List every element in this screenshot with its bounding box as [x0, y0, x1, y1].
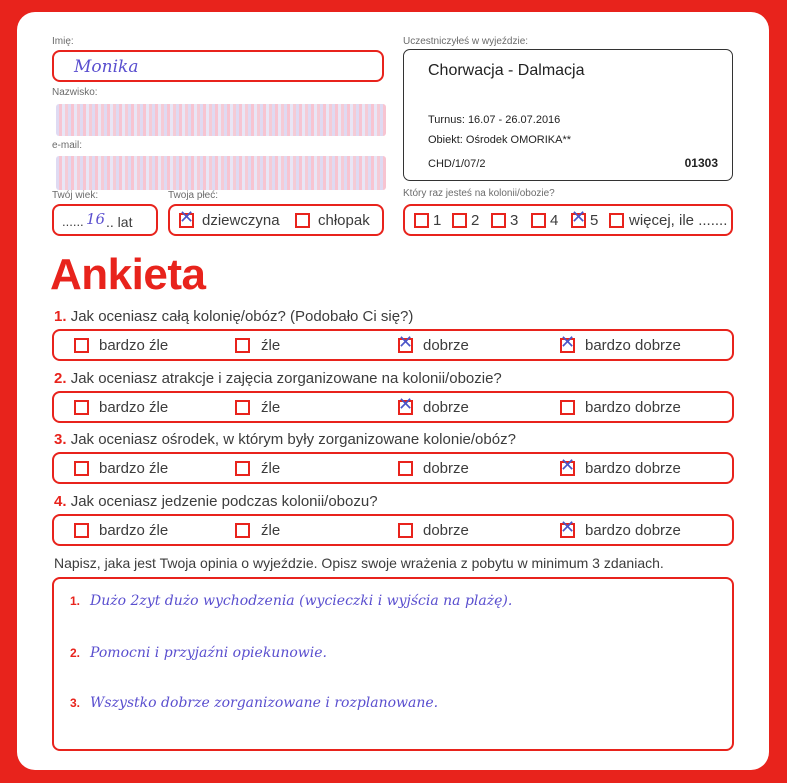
visits-checkbox-5[interactable]: [571, 207, 587, 228]
visits-option-5: 5: [590, 212, 599, 229]
gender-checkbox-female[interactable]: [179, 207, 195, 228]
visits-option-more: więcej, ile .......: [629, 212, 728, 229]
name-field[interactable]: [52, 50, 384, 82]
checkmark-icon: ✕: [398, 394, 414, 415]
visits-option-4: 4: [550, 212, 559, 229]
checkmark-icon: ✕: [179, 207, 195, 228]
q3-option-very-good: bardzo dobrze: [585, 460, 681, 477]
survey-title: Ankieta: [50, 250, 206, 299]
question-4: 4. Jak oceniasz jedzenie podczas kolonii/obozu?: [54, 493, 378, 510]
age-suffix: .. lat: [106, 214, 133, 230]
visits-checkbox-2[interactable]: [452, 213, 467, 228]
visits-checkbox-4[interactable]: [531, 213, 546, 228]
question-1-options: [52, 329, 734, 361]
question-1: 1. Jak oceniasz całą kolonię/obóz? (Podobało Ci się?): [54, 308, 414, 325]
age-field[interactable]: [52, 204, 158, 236]
redacted-surname: [56, 104, 386, 136]
q4-checkbox-good[interactable]: [398, 523, 413, 538]
visits-field: [403, 204, 733, 236]
trip-turnus: Turnus: 16.07 - 26.07.2016: [428, 114, 561, 126]
q4-checkbox-very-bad[interactable]: [74, 523, 89, 538]
visits-checkbox-more[interactable]: [609, 213, 624, 228]
age-value: 16: [86, 210, 106, 228]
age-prefix: ......: [62, 214, 84, 229]
gender-field: [168, 204, 384, 236]
q4-option-very-bad: bardzo źle: [99, 522, 169, 539]
q3-option-very-bad: bardzo źle: [99, 460, 169, 477]
email-label: e-mail:: [52, 140, 83, 151]
answer-line-2: 2. Pomocni i przyjaźni opiekunowie.: [70, 645, 327, 661]
name-value: Monika: [74, 57, 139, 77]
q1-option-very-bad: bardzo źle: [99, 337, 169, 354]
q3-checkbox-bad[interactable]: [235, 461, 250, 476]
answer-line-3: 3. Wszystko dobrze zorganizowane i rozplanowane.: [70, 695, 439, 711]
q1-option-good: dobrze: [423, 337, 469, 354]
gender-label: Twoja płeć:: [168, 190, 219, 201]
trip-card: [403, 49, 733, 181]
checkmark-icon: ✕: [398, 332, 414, 353]
q1-checkbox-very-good[interactable]: [560, 332, 576, 353]
visits-option-2: 2: [471, 212, 480, 229]
q3-checkbox-good[interactable]: [398, 461, 413, 476]
visits-checkbox-3[interactable]: [491, 213, 506, 228]
q3-option-bad: źle: [261, 460, 281, 477]
trip-label: Uczestniczyłeś w wyjeździe:: [403, 36, 529, 47]
visits-checkbox-1[interactable]: [414, 213, 429, 228]
q4-checkbox-bad[interactable]: [235, 523, 250, 538]
q3-option-good: dobrze: [423, 460, 469, 477]
visits-label: Który raz jesteś na kolonii/obozie?: [403, 188, 555, 199]
q3-checkbox-very-good[interactable]: [560, 455, 576, 476]
answer-line-1: 1. Dużo 2zyt dużo wychodzenia (wycieczki i wyjścia na plażę).: [70, 593, 513, 609]
question-4-options: [52, 514, 734, 546]
q2-option-very-good: bardzo dobrze: [585, 399, 681, 416]
visits-option-3: 3: [510, 212, 519, 229]
question-2-options: [52, 391, 734, 423]
surname-field[interactable]: [52, 100, 392, 140]
question-3: 3. Jak oceniasz ośrodek, w którym były zorganizowane kolonie/obóz?: [54, 431, 516, 448]
question-2: 2. Jak oceniasz atrakcje i zajęcia zorganizowane na kolonii/obozie?: [54, 370, 502, 387]
email-field[interactable]: [52, 152, 392, 192]
q2-checkbox-good[interactable]: [398, 394, 414, 415]
trip-title: Chorwacja - Dalmacja: [428, 62, 585, 79]
q2-checkbox-very-bad[interactable]: [74, 400, 89, 415]
q1-checkbox-good[interactable]: [398, 332, 414, 353]
q4-option-very-good: bardzo dobrze: [585, 522, 681, 539]
visits-option-1: 1: [433, 212, 442, 229]
surname-label: Nazwisko:: [52, 87, 98, 98]
q2-option-very-bad: bardzo źle: [99, 399, 169, 416]
checkmark-icon: ✕: [571, 207, 587, 228]
gender-checkbox-male[interactable]: [295, 213, 310, 228]
q1-option-bad: źle: [261, 337, 281, 354]
q2-checkbox-very-good[interactable]: [560, 400, 575, 415]
q2-option-bad: źle: [261, 399, 281, 416]
q1-checkbox-very-bad[interactable]: [74, 338, 89, 353]
trip-code: CHD/1/07/2: [428, 158, 486, 170]
q2-option-good: dobrze: [423, 399, 469, 416]
trip-object: Obiekt: Ośrodek OMORIKA**: [428, 134, 572, 146]
q2-checkbox-bad[interactable]: [235, 400, 250, 415]
opinion-textarea[interactable]: [52, 577, 734, 751]
gender-option-female: dziewczyna: [202, 212, 280, 229]
redacted-email: [56, 156, 386, 190]
opinion-prompt: Napisz, jaka jest Twoja opinia o wyjeździe. Opisz swoje wrażenia z pobytu w minimum 3 zdaniach.: [54, 555, 664, 571]
checkmark-icon: ✕: [560, 455, 576, 476]
q4-option-bad: źle: [261, 522, 281, 539]
q1-checkbox-bad[interactable]: [235, 338, 250, 353]
form-card: [17, 12, 769, 770]
checkmark-icon: ✕: [560, 517, 576, 538]
checkmark-icon: ✕: [560, 332, 576, 353]
name-label: Imię:: [52, 36, 74, 47]
age-label: Twój wiek:: [52, 190, 99, 201]
question-3-options: [52, 452, 734, 484]
q3-checkbox-very-bad[interactable]: [74, 461, 89, 476]
q4-option-good: dobrze: [423, 522, 469, 539]
q1-option-very-good: bardzo dobrze: [585, 337, 681, 354]
gender-option-male: chłopak: [318, 212, 370, 229]
q4-checkbox-very-good[interactable]: [560, 517, 576, 538]
trip-number: 01303: [684, 156, 718, 170]
